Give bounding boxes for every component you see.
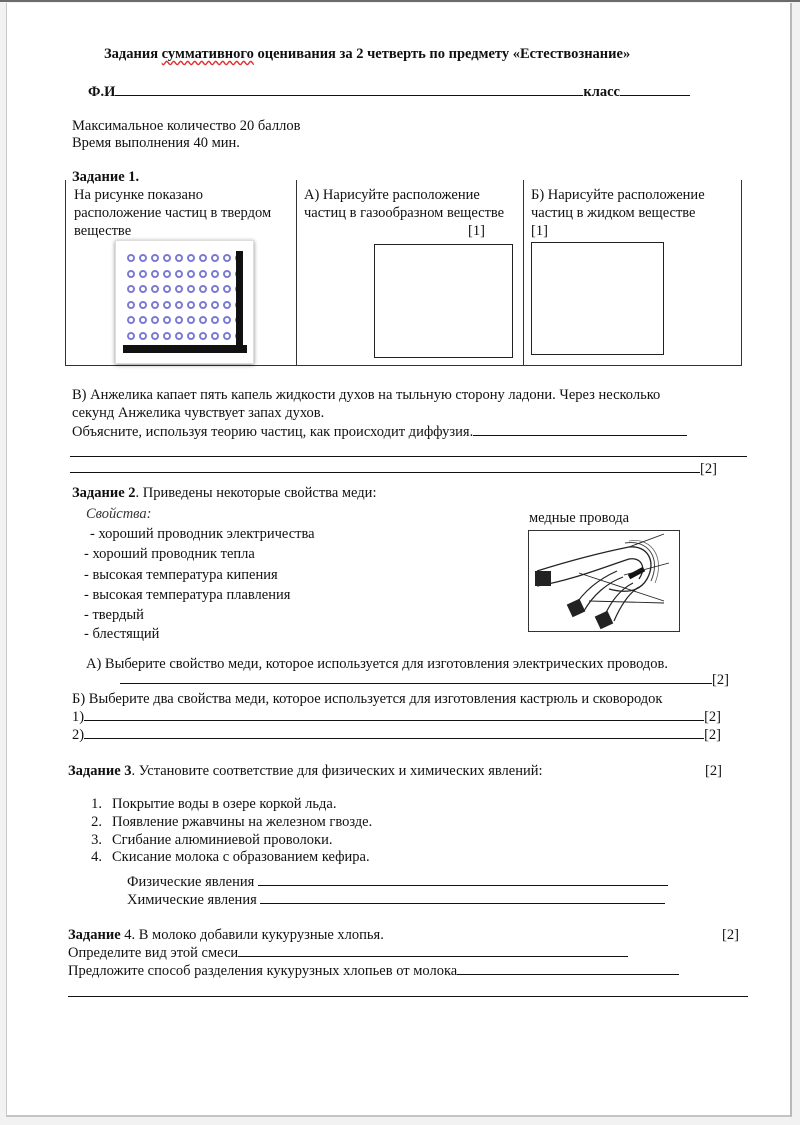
item-text: Скисание молока с образованием кефира.	[112, 849, 370, 865]
task1-partV-line1: В) Анжелика капает пять капель жидкости духов на тыльную сторону ладони. Через несколько	[72, 387, 661, 403]
class-field[interactable]	[620, 83, 690, 96]
property-item: - хороший проводник тепла	[84, 546, 255, 562]
particle-icon	[211, 285, 219, 293]
partV-question: Объясните, используя теорию частиц, как происходит диффузия.	[72, 424, 474, 440]
separation-answer-line-2[interactable]	[68, 996, 748, 997]
particle-icon	[199, 301, 207, 309]
particle-icon	[223, 316, 231, 324]
document-title	[104, 46, 630, 63]
particle-icon	[175, 254, 183, 262]
particle-icon	[187, 332, 195, 340]
task4-points: [2]	[722, 927, 739, 943]
gas-points: [1]	[468, 223, 485, 239]
item-text: Покрытие воды в озере коркой льда.	[112, 796, 337, 812]
item-text: Сгибание алюминиевой проволоки.	[112, 832, 333, 848]
task2-partB-answer2-row	[72, 726, 721, 744]
chemical-row	[127, 891, 665, 909]
particle-icon	[187, 316, 195, 324]
partV-points: [2]	[700, 461, 717, 477]
name-field[interactable]	[115, 83, 583, 96]
property-item: - высокая температура кипения	[84, 567, 278, 583]
mixture-type-answer-line[interactable]	[238, 944, 628, 957]
particle-icon	[127, 332, 135, 340]
particle-icon	[223, 285, 231, 293]
physical-row	[127, 873, 668, 891]
task1-table	[65, 180, 742, 366]
particle-icon	[151, 254, 159, 262]
name-label: Ф.И	[88, 84, 116, 100]
particle-icon	[175, 285, 183, 293]
particle-icon	[151, 316, 159, 324]
task3-heading-rest: . Установите соответствие для физических и химических явлений:	[131, 763, 543, 779]
answer2-points: [2]	[704, 727, 722, 743]
particle-icon	[199, 285, 207, 293]
particle-icon	[199, 332, 207, 340]
particle-icon	[223, 301, 231, 309]
particle-icon	[127, 301, 135, 309]
gas-drawing-box[interactable]	[374, 244, 513, 358]
particle-icon	[175, 301, 183, 309]
particle-icon	[151, 332, 159, 340]
task3-heading	[68, 762, 543, 780]
particle-icon	[163, 270, 171, 278]
particle-icon	[163, 332, 171, 340]
chemical-label: Химические явления	[127, 892, 257, 908]
partB-answer1-line[interactable]	[84, 708, 704, 721]
properties-label: Свойства:	[86, 506, 152, 522]
task1-cell-gas	[296, 180, 524, 365]
particle-icon	[151, 285, 159, 293]
class-label: класс	[583, 84, 620, 100]
item-text: Появление ржавчины на железном гвозде.	[112, 814, 373, 830]
particle-icon	[175, 332, 183, 340]
time-limit-text: Время выполнения 40 мин.	[72, 135, 240, 151]
particle-icon	[163, 316, 171, 324]
copper-wires-caption: медные провода	[529, 510, 630, 526]
max-score-text: Максимальное количество 20 баллов	[72, 118, 301, 134]
name-class-line	[88, 83, 690, 101]
particle-icon	[187, 254, 195, 262]
title-text: Задания	[104, 46, 162, 62]
partA-answer-line[interactable]	[120, 671, 712, 684]
task1-partV-line3	[72, 423, 687, 441]
solid-particles-figure	[115, 240, 254, 364]
partV-answer-line-3[interactable]	[70, 460, 700, 473]
property-item: - высокая температура плавления	[84, 587, 291, 603]
particle-icon	[211, 301, 219, 309]
item-number: 2.	[91, 814, 102, 830]
particle-icon	[151, 301, 159, 309]
particle-icon	[127, 254, 135, 262]
partV-answer-line-1[interactable]	[473, 423, 687, 436]
copper-wires-figure	[528, 530, 680, 632]
particle-icon	[127, 270, 135, 278]
particle-icon	[223, 254, 231, 262]
particle-icon	[187, 285, 195, 293]
task1-cell-gas-text	[304, 186, 514, 222]
task4-question2: Предложите способ разделения кукурузных хлопьев от молока	[68, 963, 458, 979]
task1-partV-line2: секунд Анжелика чувствует запах духов.	[72, 405, 325, 421]
particle-icon	[127, 316, 135, 324]
window-top-edge	[0, 0, 800, 2]
property-item: - блестящий	[84, 626, 160, 642]
task1-cell-solid	[66, 180, 297, 365]
phenomenon-item	[80, 814, 372, 831]
liquid-points: [1]	[531, 223, 548, 239]
task2-partA-answer-row	[120, 671, 729, 689]
particle-icon	[151, 270, 159, 278]
particle-icon	[187, 270, 195, 278]
particle-icon	[163, 301, 171, 309]
liquid-instruction: Б) Нарисуйте расположение частиц в жидком веществе	[531, 187, 705, 221]
particle-icon	[175, 316, 183, 324]
task4-heading-bold: Задание	[68, 927, 125, 943]
particle-icon	[211, 332, 219, 340]
task2-heading-rest: . Приведены некоторые свойства меди:	[135, 485, 377, 501]
particle-icon	[139, 270, 147, 278]
chemical-answer-line[interactable]	[260, 891, 665, 904]
particle-icon	[175, 270, 183, 278]
particle-icon	[223, 270, 231, 278]
item-number: 1.	[91, 796, 102, 812]
task4-question1-row	[68, 944, 628, 962]
task2-partB-answer1-row	[72, 708, 721, 726]
task2-partA: А) Выберите свойство меди, которое используется для изготовления электрических проводов.	[86, 656, 669, 672]
particle-icon	[211, 254, 219, 262]
task4-heading	[68, 926, 384, 944]
particle-icon	[211, 270, 219, 278]
particle-icon	[187, 301, 195, 309]
particle-icon	[211, 316, 219, 324]
task3-points: [2]	[705, 763, 722, 779]
task3-heading-bold: Задание 3	[68, 763, 132, 779]
partV-answer-line-2[interactable]	[70, 456, 747, 457]
task4-heading-rest: 4. В молоко добавили кукурузные хлопья.	[124, 927, 384, 943]
physical-answer-line[interactable]	[258, 873, 668, 886]
task1-cell-solid-text: На рисунке показано расположение частиц в твердом веществе	[74, 187, 272, 239]
answer2-label: 2)	[72, 727, 85, 743]
liquid-drawing-box[interactable]	[531, 242, 664, 355]
title-text-rest: оценивания за 2 четверть по предмету «Естествознание»	[253, 46, 631, 62]
task2-heading-bold: Задание 2	[72, 485, 136, 501]
item-number: 3.	[91, 832, 102, 848]
particle-icon	[139, 301, 147, 309]
phenomenon-item	[80, 796, 336, 813]
particle-icon	[163, 254, 171, 262]
particle-icon	[163, 285, 171, 293]
task4-question1: Определите вид этой смеси	[68, 945, 239, 961]
physical-label: Физические явления	[127, 874, 255, 890]
gas-instruction: А) Нарисуйте расположение частиц в газообразном веществе	[304, 187, 505, 221]
container-wall-right	[236, 251, 243, 353]
item-number: 4.	[91, 849, 102, 865]
container-wall-bottom	[123, 345, 247, 353]
particle-icon	[139, 285, 147, 293]
property-item: - хороший проводник электричества	[90, 526, 315, 542]
task1-heading: Задание 1.	[72, 169, 140, 185]
particle-icon	[139, 254, 147, 262]
task2-partB: Б) Выберите два свойства меди, которое используется для изготовления кастрюль и сковородок	[72, 691, 663, 707]
phenomenon-item	[80, 832, 332, 849]
phenomenon-item	[80, 849, 370, 866]
answer1-points: [2]	[704, 709, 722, 725]
task4-question2-row	[68, 962, 679, 980]
task1-cell-liquid	[523, 180, 741, 365]
answer1-label: 1)	[72, 709, 85, 725]
task1-cell-liquid-text	[531, 186, 731, 222]
copper-wires-illustration	[529, 531, 679, 631]
partA-points: [2]	[712, 672, 729, 688]
partV-answer-row-3	[70, 460, 717, 478]
particle-icon	[199, 254, 207, 262]
particle-icon	[139, 316, 147, 324]
particle-grid	[125, 252, 245, 345]
property-item: - твердый	[84, 607, 144, 623]
partB-answer2-line[interactable]	[84, 726, 704, 739]
task2-heading	[72, 484, 376, 502]
particle-icon	[199, 316, 207, 324]
particle-icon	[127, 285, 135, 293]
spellcheck-flagged-word[interactable]: суммативного	[161, 46, 254, 62]
particle-icon	[139, 332, 147, 340]
particle-icon	[223, 332, 231, 340]
particle-icon	[199, 270, 207, 278]
separation-answer-line-1[interactable]	[457, 962, 679, 975]
